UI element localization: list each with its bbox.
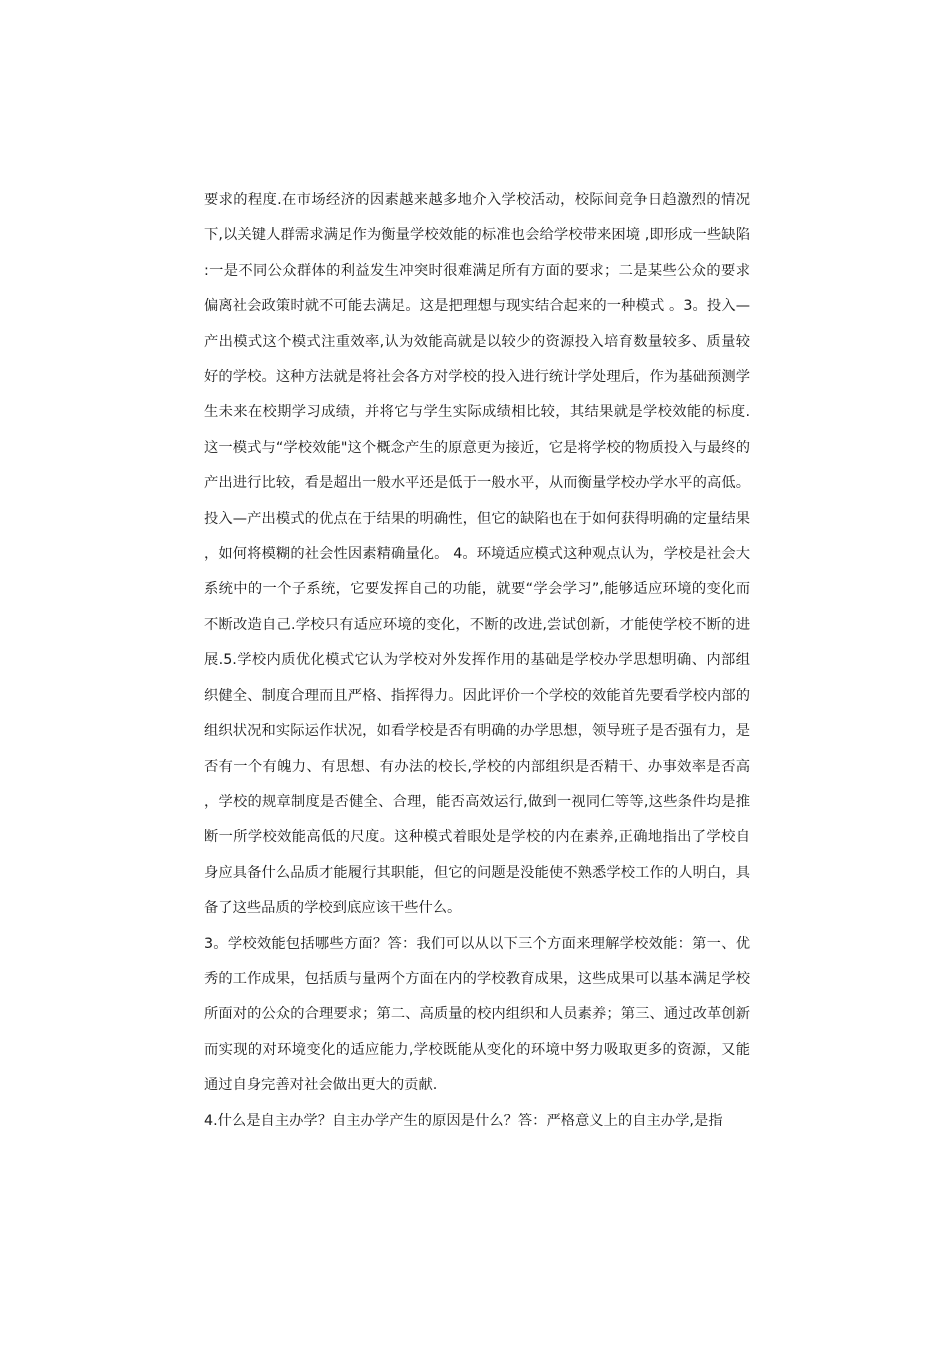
paragraph: 3。学校效能包括哪些方面？答：我们可以从以下三个方面来理解学校效能：第一、优秀的工作成果，包括质与量两个方面在内的学校教育成果，这些成果可以基本满足学校所面对的公众的合理要求；第二、高质量的校内组织和人员素养；第三、通过改革创新而实现的对环境变化的适应能力,学校既能从变化的环境中努力吸取更多的资源，又能通过自身完善对社会做出更大的贡献.: [204, 935, 750, 1094]
body-text: [204, 183, 750, 1139]
paragraph: 要求的程度.在市场经济的因素越来越多地介入学校活动，校际间竞争日趋激烈的情况下,以关键人群需求满足作为衡量学校效能的标准也会给学校带来困境 ,即形成一些缺陷:一是不同公众群体的利益发生冲突时很难满足所有方面的要求；二是某些公众的要求偏离社会政策时就不可能去满足。这是把理想与现实结合起来的一种模式 。3。投入—产出模式这个模式注重效率,认为效能高就是以较少的资源投入培育数量较多、质量较好的学校。这种方法就是将社会各方对学校的投入进行统计学处理后，作为基础预测学生未来在校期学习成绩，并将它与学生实际成绩相比较，其结果就是学校效能的标度.这一模式与“学校效能"这个概念产生的原意更为接近，它是将学校的物质投入与最终的产出进行比较，看是超出一般水平还是低于一般水平，从而衡量学校办学水平的高低。投入—产出模式的优点在于结果的明确性，但它的缺陷也在于如何获得明确的定量结果，如何将模糊的社会性因素精确量化。 4。环境适应模式这种观点认为，学校是社会大系统中的一个子系统，它要发挥自己的功能，就要“学会学习”,能够适应环境的变化而不断改造自己.学校只有适应环境的变化，不断的改进,尝试创新，才能使学校不断的进展.5.学校内质优化模式它认为学校对外发挥作用的基础是学校办学思想明确、内部组织健全、制度合理而且严格、指挥得力。因此评价一个学校的效能首先要看学校内部的组织状况和实际运作状况，如看学校是否有明确的办学思想，领导班子是否强有力，是否有一个有魄力、有思想、有办法的校长,学校的内部组织是否精干、办事效率是否高，学校的规章制度是否健全、合理，能否高效运行,做到一视同仁等等,这些条件均是推断一所学校效能高低的尺度。这种模式着眼处是学校的内在素养,正确地指出了学校自身应具备什么品质才能履行其职能，但它的问题是没能使不熟悉学校工作的人明白，具备了这些品质的学校到底应该干些什么。: [204, 192, 750, 917]
paragraph: 4.什么是自主办学？自主办学产生的原因是什么？答：严格意义上的自主办学,是指: [204, 1112, 723, 1129]
